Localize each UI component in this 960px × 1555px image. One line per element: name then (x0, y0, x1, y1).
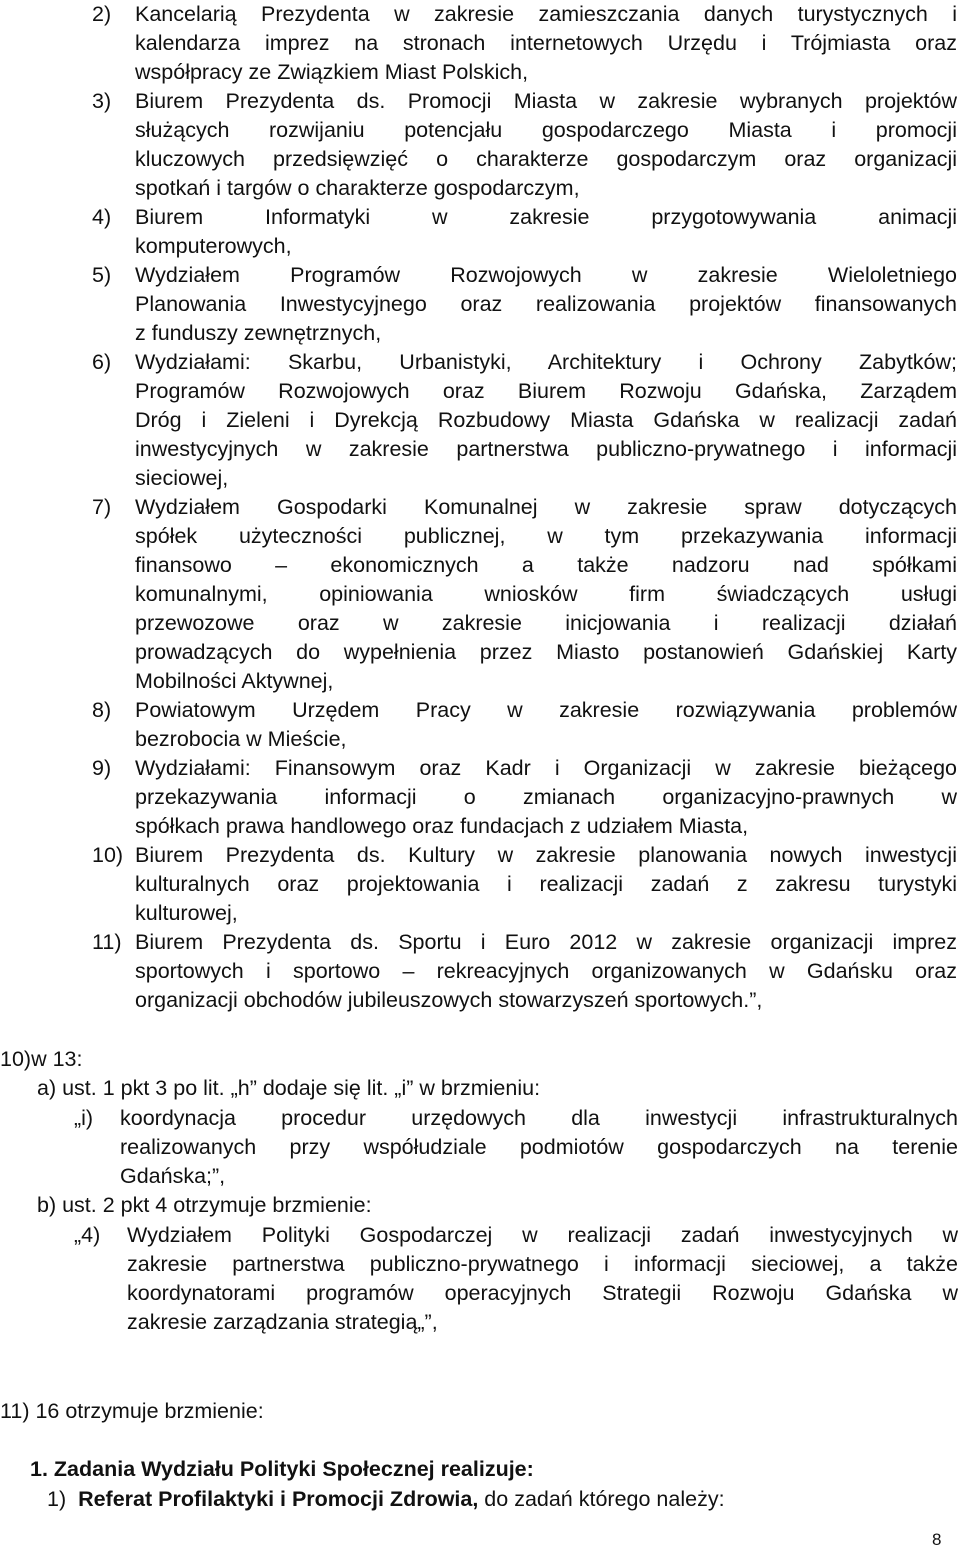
list-item-number: 9) (92, 756, 112, 780)
point-10b-quote-line: koordynatorami programów operacyjnych Strategii Rozwoju Gdańska w (127, 1281, 958, 1305)
list-item-line: Kancelarią Prezydenta w zakresie zamieszczania danych turystycznych i (135, 2, 957, 26)
list-item-line: Biurem Prezydenta ds. Promocji Miasta w zakresie wybranych projektów (135, 89, 957, 113)
list-item-line: prowadzących do wypełnienia przez Miasto postanowień Gdańskiej Karty (135, 640, 957, 664)
point-10b-quote-line: Wydziałem Polityki Gospodarczej w realizacji zadań inwestycyjnych w (127, 1223, 958, 1247)
list-item-line: kulturowej, (135, 901, 238, 925)
list-item-line: przekazywania informacji o zmianach organizacyjno-prawnych w (135, 785, 957, 809)
sub-item-text: do zadań którego należy: (478, 1487, 725, 1511)
list-item-line: Dróg i Zieleni i Dyrekcją Rozbudowy Miasta Gdańska w realizacji zadań (135, 408, 957, 432)
point-10a-quote-line: koordynacja procedur urzędowych dla inwestycji infrastrukturalnych (120, 1106, 958, 1130)
list-item-number: 11) (92, 930, 122, 954)
sub-item (47, 1485, 725, 1514)
list-item-line: spółkach prawa handlowego oraz fundacjach z udziałem Miasta, (135, 814, 749, 838)
point-10a-label: a) ust. 1 pkt 3 po lit. „h” dodaje się lit. „i” w brzmieniu: (37, 1076, 541, 1100)
list-item-line: komunalnymi, opiniowania wniosków firm świadczących usługi (135, 582, 957, 606)
list-item-number: 8) (92, 698, 112, 722)
list-item-line: Powiatowym Urzędem Pracy w zakresie rozwiązywania problemów (135, 698, 957, 722)
page-number: 8 (932, 1530, 942, 1549)
list-item-line: bezrobocia w Mieście, (135, 727, 347, 751)
list-item-number: 6) (92, 350, 112, 374)
point-10a-quote-number: „i) (74, 1106, 94, 1130)
list-item-number: 7) (92, 495, 112, 519)
list-item-line: sportowych i sportowo – rekreacyjnych organizowanych w Gdańsku oraz (135, 959, 957, 983)
list-item-line: inwestycyjnych w zakresie partnerstwa publiczno-prywatnego i informacji (135, 437, 957, 461)
section-title-text: 1. Zadania Wydziału Polityki Społecznej realizuje: (30, 1457, 534, 1481)
point-10-heading: 10)w 13: (0, 1047, 83, 1071)
list-item-line: Mobilności Aktywnej, (135, 669, 334, 693)
point-10b-quote-number: „4) (74, 1223, 101, 1247)
list-item-line: służących rozwijaniu potencjału gospodarczego Miasta i promocji (135, 118, 957, 142)
list-item-number: 3) (92, 89, 112, 113)
list-item-line: współpracy ze Związkiem Miast Polskich, (135, 60, 529, 84)
list-item-line: organizacji obchodów jubileuszowych stowarzyszeń sportowych.”, (135, 988, 763, 1012)
list-item-number: 4) (92, 205, 112, 229)
point-10b-label: b) ust. 2 pkt 4 otrzymuje brzmienie: (37, 1193, 372, 1217)
point-10b-quote-line: zakresie partnerstwa publiczno-prywatnego i informacji sieciowej, a także (127, 1252, 958, 1276)
point-10a-quote-line: Gdańska;”, (120, 1164, 226, 1188)
point-11-heading: 11) 16 otrzymuje brzmienie: (0, 1399, 264, 1423)
list-item-number: 5) (92, 263, 112, 287)
list-item-line: Biurem Informatyki w zakresie przygotowywania animacji (135, 205, 957, 229)
list-item-line: Wydziałem Programów Rozwojowych w zakresie Wieloletniego (135, 263, 957, 287)
list-item-number: 10) (92, 843, 124, 867)
point-10a-quote-line: realizowanych przy współudziale podmiotów gospodarczych na terenie (120, 1135, 958, 1159)
list-item-line: sieciowej, (135, 466, 229, 490)
list-item-line: Biurem Prezydenta ds. Sportu i Euro 2012 w zakresie organizacji imprez (135, 930, 957, 954)
list-item-line: Programów Rozwojowych oraz Biurem Rozwoju Gdańska, Zarządem (135, 379, 957, 403)
list-item-line: z funduszy zewnętrznych, (135, 321, 382, 345)
list-item-line: kulturalnych oraz projektowania i realizacji zadań z zakresu turystyki (135, 872, 957, 896)
list-item-line: finansowo – ekonomicznych a także nadzoru nad spółkami (135, 553, 957, 577)
sub-item-number: 1) (47, 1487, 67, 1511)
list-item-line: Wydziałem Gospodarki Komunalnej w zakresie spraw dotyczących (135, 495, 957, 519)
list-item-number: 2) (92, 2, 112, 26)
list-item-line: komputerowych, (135, 234, 292, 258)
sub-item-bold: Referat Profilaktyki i Promocji Zdrowia, (78, 1487, 479, 1511)
list-item-line: Wydziałami: Skarbu, Urbanistyki, Architektury i Ochrony Zabytków; (135, 350, 957, 374)
list-item-line: przewozowe oraz w zakresie inicjowania i realizacji działań (135, 611, 957, 635)
list-item-line: spotkań i targów o charakterze gospodarczym, (135, 176, 580, 200)
list-item-line: kalendarza imprez na stronach internetowych Urzędu i Trójmiasta oraz (135, 31, 957, 55)
list-item-line: Planowania Inwestycyjnego oraz realizowania projektów finansowanych (135, 292, 957, 316)
list-item-line: kluczowych przedsięwzięć o charakterze gospodarczym oraz organizacji (135, 147, 957, 171)
section-title (30, 1455, 534, 1484)
list-item-line: Biurem Prezydenta ds. Kultury w zakresie planowania nowych inwestycji (135, 843, 957, 867)
point-10b-quote-line: zakresie zarządzania strategią„”, (127, 1310, 438, 1334)
list-item-line: Wydziałami: Finansowym oraz Kadr i Organizacji w zakresie bieżącego (135, 756, 957, 780)
list-item-line: spółek użyteczności publicznej, w tym przekazywania informacji (135, 524, 957, 548)
